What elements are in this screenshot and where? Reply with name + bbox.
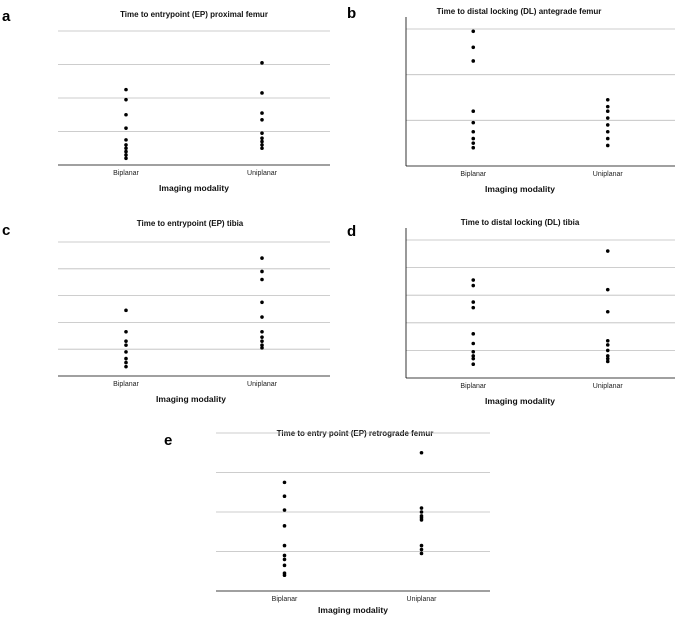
data-point-biplanar [283, 524, 287, 528]
x-tick-label: Biplanar [113, 170, 139, 177]
chart-panel-e [164, 429, 490, 615]
data-point-uniplanar [260, 140, 264, 144]
data-point-biplanar [124, 146, 128, 150]
x-tick-label: Biplanar [460, 383, 487, 390]
data-point-uniplanar [420, 506, 424, 510]
data-point-biplanar [124, 365, 128, 369]
chart-panel-d [347, 218, 675, 406]
data-point-uniplanar [420, 510, 424, 514]
data-point-biplanar [124, 143, 128, 147]
data-point-biplanar [471, 29, 475, 33]
chart-title: Time to distal locking (DL) antegrade femur [436, 7, 602, 16]
data-point-biplanar [471, 300, 475, 304]
panel-letter: e [164, 432, 173, 449]
data-point-uniplanar [606, 144, 610, 148]
data-point-biplanar [124, 361, 128, 365]
x-axis-title: Imaging modality [485, 184, 555, 194]
data-point-uniplanar [420, 518, 424, 522]
chart-title: Time to distal locking (DL) tibia [460, 218, 580, 227]
data-point-biplanar [124, 98, 128, 102]
data-point-biplanar [471, 278, 475, 282]
data-point-uniplanar [606, 360, 610, 364]
data-point-uniplanar [260, 118, 264, 122]
data-point-biplanar [283, 564, 287, 568]
data-point-uniplanar [260, 330, 264, 334]
data-point-biplanar [471, 130, 475, 134]
chart-panel-a [2, 8, 330, 193]
data-point-uniplanar [420, 544, 424, 548]
data-point-biplanar [471, 137, 475, 141]
data-point-uniplanar [260, 146, 264, 150]
data-point-uniplanar [260, 301, 264, 305]
data-point-biplanar [471, 284, 475, 288]
data-point-biplanar [124, 330, 128, 334]
x-tick-label: Uniplanar [592, 383, 623, 390]
data-point-biplanar [471, 141, 475, 145]
data-point-biplanar [471, 362, 475, 366]
data-point-uniplanar [606, 339, 610, 343]
chart-title: Time to entrypoint (EP) proximal femur [120, 10, 268, 19]
chart-title: Time to entrypoint (EP) tibia [136, 219, 244, 228]
data-point-biplanar [471, 342, 475, 346]
x-axis-title: Imaging modality [318, 605, 388, 615]
panel-letter: b [347, 5, 357, 22]
data-point-uniplanar [420, 552, 424, 556]
data-point-biplanar [124, 113, 128, 117]
data-point-biplanar [471, 350, 475, 354]
data-point-uniplanar [260, 315, 264, 319]
x-tick-label: Biplanar [271, 596, 298, 603]
x-tick-label: Uniplanar [406, 596, 437, 603]
x-tick-label: Biplanar [460, 171, 487, 178]
data-point-biplanar [471, 357, 475, 361]
data-point-biplanar [124, 339, 128, 343]
x-axis-title: Imaging modality [485, 396, 555, 406]
x-axis-title: Imaging modality [159, 183, 229, 193]
data-point-uniplanar [260, 131, 264, 135]
data-point-biplanar [124, 126, 128, 130]
data-point-uniplanar [606, 343, 610, 347]
data-point-uniplanar [260, 278, 264, 282]
data-point-biplanar [124, 309, 128, 313]
data-point-uniplanar [606, 137, 610, 141]
data-point-uniplanar [606, 105, 610, 109]
data-point-uniplanar [606, 123, 610, 127]
data-point-biplanar [283, 508, 287, 512]
data-point-uniplanar [260, 335, 264, 339]
data-point-uniplanar [260, 256, 264, 260]
data-point-biplanar [124, 350, 128, 354]
data-point-biplanar [283, 558, 287, 562]
data-point-uniplanar [606, 288, 610, 292]
data-point-uniplanar [606, 116, 610, 120]
data-point-biplanar [283, 554, 287, 558]
data-point-biplanar [283, 481, 287, 485]
data-point-uniplanar [420, 548, 424, 552]
data-point-biplanar [124, 138, 128, 142]
x-tick-label: Biplanar [113, 381, 139, 388]
data-point-biplanar [471, 332, 475, 336]
data-point-uniplanar [260, 339, 264, 343]
data-point-biplanar [124, 153, 128, 157]
data-point-uniplanar [606, 310, 610, 314]
data-point-biplanar [471, 109, 475, 113]
data-point-uniplanar [260, 270, 264, 274]
chart-panel-c [2, 219, 330, 404]
data-point-biplanar [124, 157, 128, 161]
data-point-biplanar [471, 306, 475, 310]
data-point-biplanar [283, 494, 287, 498]
x-tick-label: Uniplanar [247, 170, 277, 177]
data-point-biplanar [471, 59, 475, 63]
panel-letter: a [2, 8, 11, 25]
data-point-biplanar [124, 150, 128, 154]
x-tick-label: Uniplanar [592, 171, 623, 178]
data-point-uniplanar [606, 109, 610, 113]
data-point-uniplanar [606, 98, 610, 102]
data-point-uniplanar [260, 61, 264, 65]
data-point-biplanar [471, 146, 475, 150]
data-point-biplanar [471, 45, 475, 49]
data-point-uniplanar [260, 136, 264, 140]
data-point-biplanar [283, 544, 287, 548]
data-point-uniplanar [260, 143, 264, 147]
chart-title: Time to entry point (EP) retrograde femur [276, 429, 434, 438]
x-tick-label: Uniplanar [247, 381, 277, 388]
data-point-uniplanar [260, 346, 264, 350]
data-point-biplanar [124, 357, 128, 361]
data-point-uniplanar [260, 91, 264, 95]
data-point-biplanar [471, 121, 475, 125]
data-point-biplanar [124, 88, 128, 92]
data-point-uniplanar [260, 111, 264, 115]
chart-panel-b [347, 5, 675, 194]
panel-letter: d [347, 223, 357, 240]
data-point-uniplanar [420, 451, 424, 455]
data-point-biplanar [283, 573, 287, 577]
data-point-uniplanar [606, 249, 610, 253]
data-point-uniplanar [606, 349, 610, 353]
data-point-biplanar [124, 343, 128, 347]
x-axis-title: Imaging modality [156, 394, 226, 404]
panel-letter: c [2, 222, 11, 239]
data-point-uniplanar [606, 130, 610, 134]
